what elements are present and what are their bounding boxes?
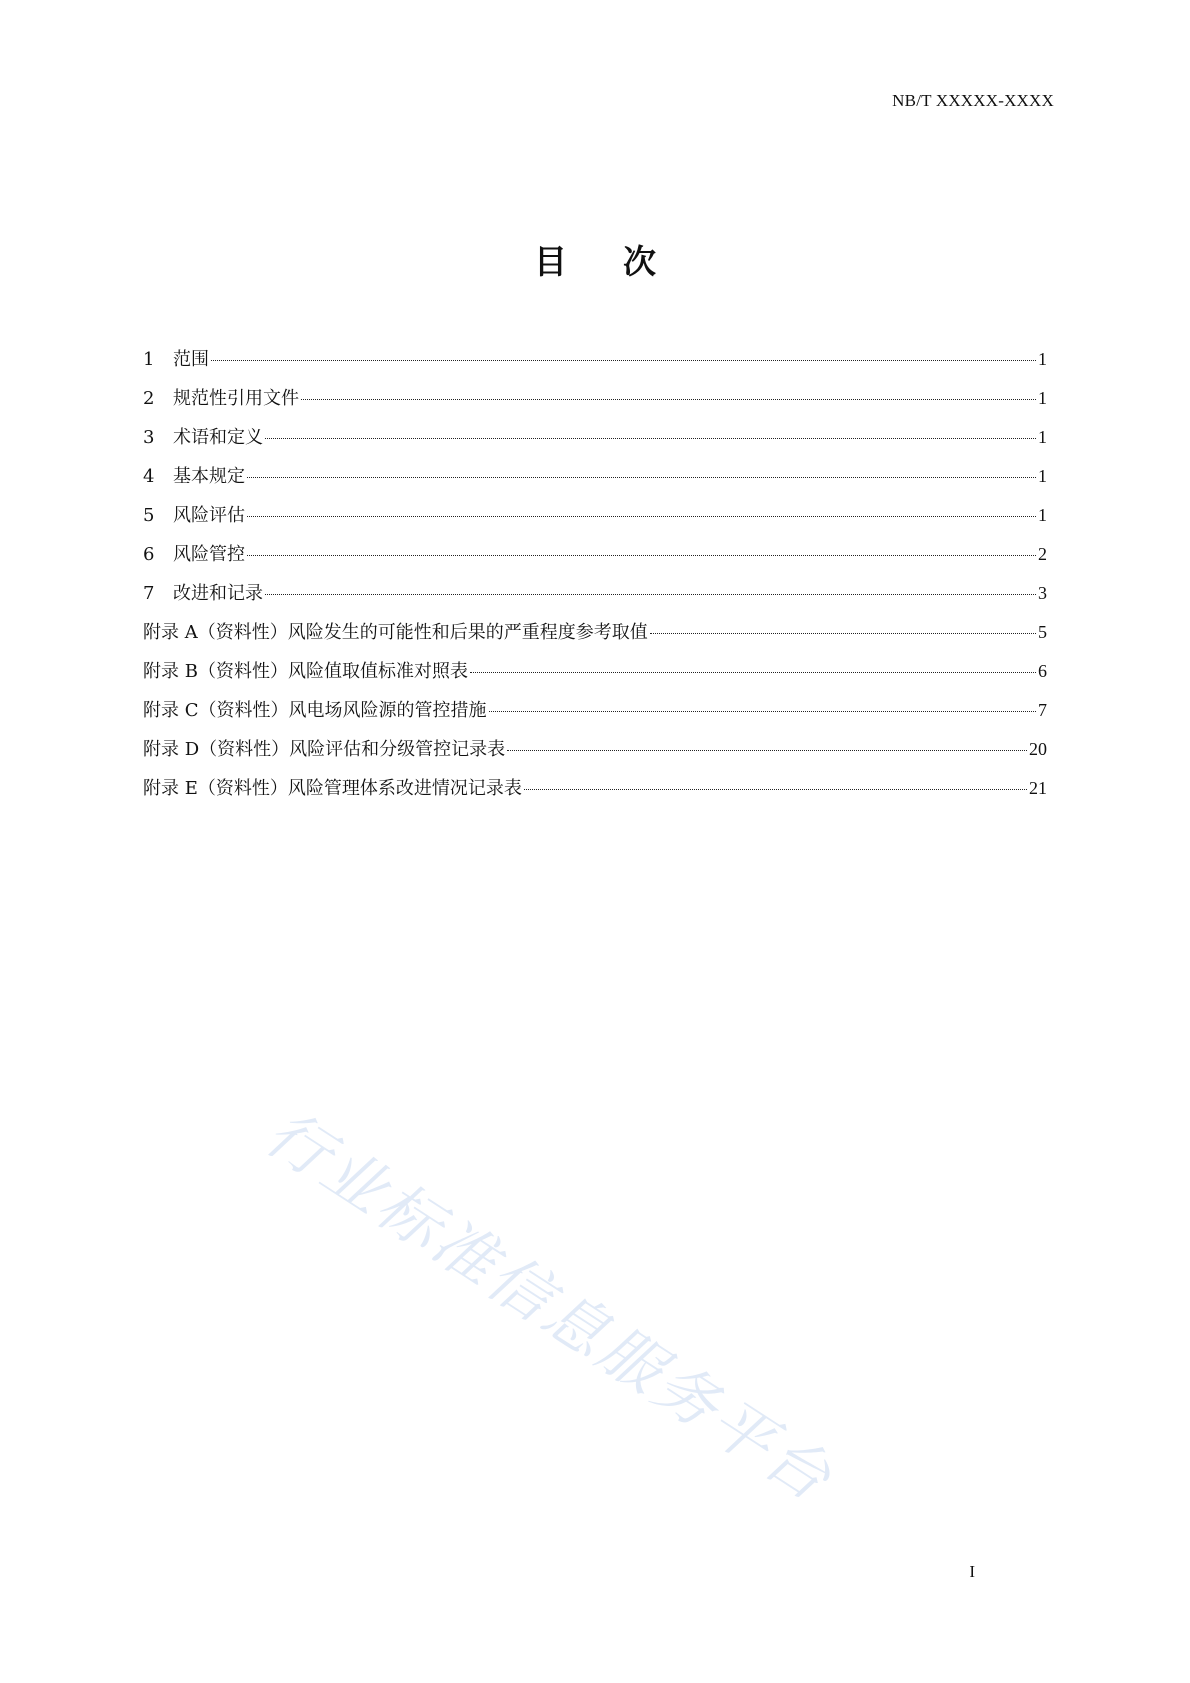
toc-page: 7 xyxy=(1038,700,1047,720)
toc-page: 6 xyxy=(1038,661,1047,681)
toc-number: 5 xyxy=(143,505,155,526)
toc-label: 术语和定义 xyxy=(173,427,263,448)
toc-leader xyxy=(524,789,1027,790)
toc-label: 附录 B（资料性）风险值取值标准对照表 xyxy=(143,661,468,682)
toc-entry[interactable] xyxy=(143,735,1047,774)
toc-entry[interactable] xyxy=(143,345,1047,384)
toc-leader xyxy=(211,360,1036,361)
toc-label: 附录 E（资料性）风险管理体系改进情况记录表 xyxy=(143,778,522,799)
toc-label: 规范性引用文件 xyxy=(173,388,299,409)
toc-entry[interactable] xyxy=(143,696,1047,735)
toc-label: 附录 A（资料性）风险发生的可能性和后果的严重程度参考取值 xyxy=(143,622,648,643)
toc-entry[interactable] xyxy=(143,423,1047,462)
toc-label: 附录 D（资料性）风险评估和分级管控记录表 xyxy=(143,739,506,760)
toc-label: 风险评估 xyxy=(173,505,245,526)
toc-leader xyxy=(247,477,1036,478)
table-of-contents xyxy=(143,345,1047,813)
page-title xyxy=(0,236,1190,283)
toc-label: 风险管控 xyxy=(173,544,245,565)
toc-page: 20 xyxy=(1029,739,1047,759)
toc-leader xyxy=(247,516,1036,517)
toc-label: 范围 xyxy=(173,349,209,370)
toc-label: 改进和记录 xyxy=(173,583,263,604)
toc-number: 1 xyxy=(143,349,155,370)
toc-number: 6 xyxy=(143,544,155,565)
toc-entry[interactable] xyxy=(143,462,1047,501)
toc-entry[interactable] xyxy=(143,657,1047,696)
toc-label: 基本规定 xyxy=(173,466,245,487)
toc-page: 21 xyxy=(1029,778,1047,798)
toc-entry[interactable] xyxy=(143,618,1047,657)
toc-leader xyxy=(265,438,1036,439)
toc-number: 4 xyxy=(143,466,155,487)
toc-page: 1 xyxy=(1038,505,1047,525)
toc-page: 1 xyxy=(1038,349,1047,369)
toc-leader xyxy=(301,399,1036,400)
toc-page: 2 xyxy=(1038,544,1047,564)
toc-leader xyxy=(470,672,1036,673)
watermark: 行业标准信息服务平台 xyxy=(253,1095,847,1517)
toc-number: 7 xyxy=(143,583,155,604)
title-char-1: 目 xyxy=(534,242,567,281)
toc-entry[interactable] xyxy=(143,774,1047,813)
toc-page: 1 xyxy=(1038,427,1047,447)
toc-leader xyxy=(247,555,1036,556)
standard-code: NB/T XXXXX-XXXX xyxy=(892,91,1054,110)
toc-number: 2 xyxy=(143,388,155,409)
toc-number: 3 xyxy=(143,427,155,448)
toc-leader xyxy=(489,711,1037,712)
page-number: I xyxy=(969,1562,975,1581)
toc-page: 1 xyxy=(1038,388,1047,408)
toc-page: 3 xyxy=(1038,583,1047,603)
toc-leader xyxy=(650,633,1036,634)
toc-leader xyxy=(507,750,1027,751)
toc-page: 1 xyxy=(1038,466,1047,486)
toc-entry[interactable] xyxy=(143,501,1047,540)
toc-entry[interactable] xyxy=(143,579,1047,618)
toc-entry[interactable] xyxy=(143,540,1047,579)
toc-page: 5 xyxy=(1038,622,1047,642)
title-char-2: 次 xyxy=(623,242,656,281)
toc-entry[interactable] xyxy=(143,384,1047,423)
toc-leader xyxy=(265,594,1036,595)
toc-label: 附录 C（资料性）风电场风险源的管控措施 xyxy=(143,700,487,721)
